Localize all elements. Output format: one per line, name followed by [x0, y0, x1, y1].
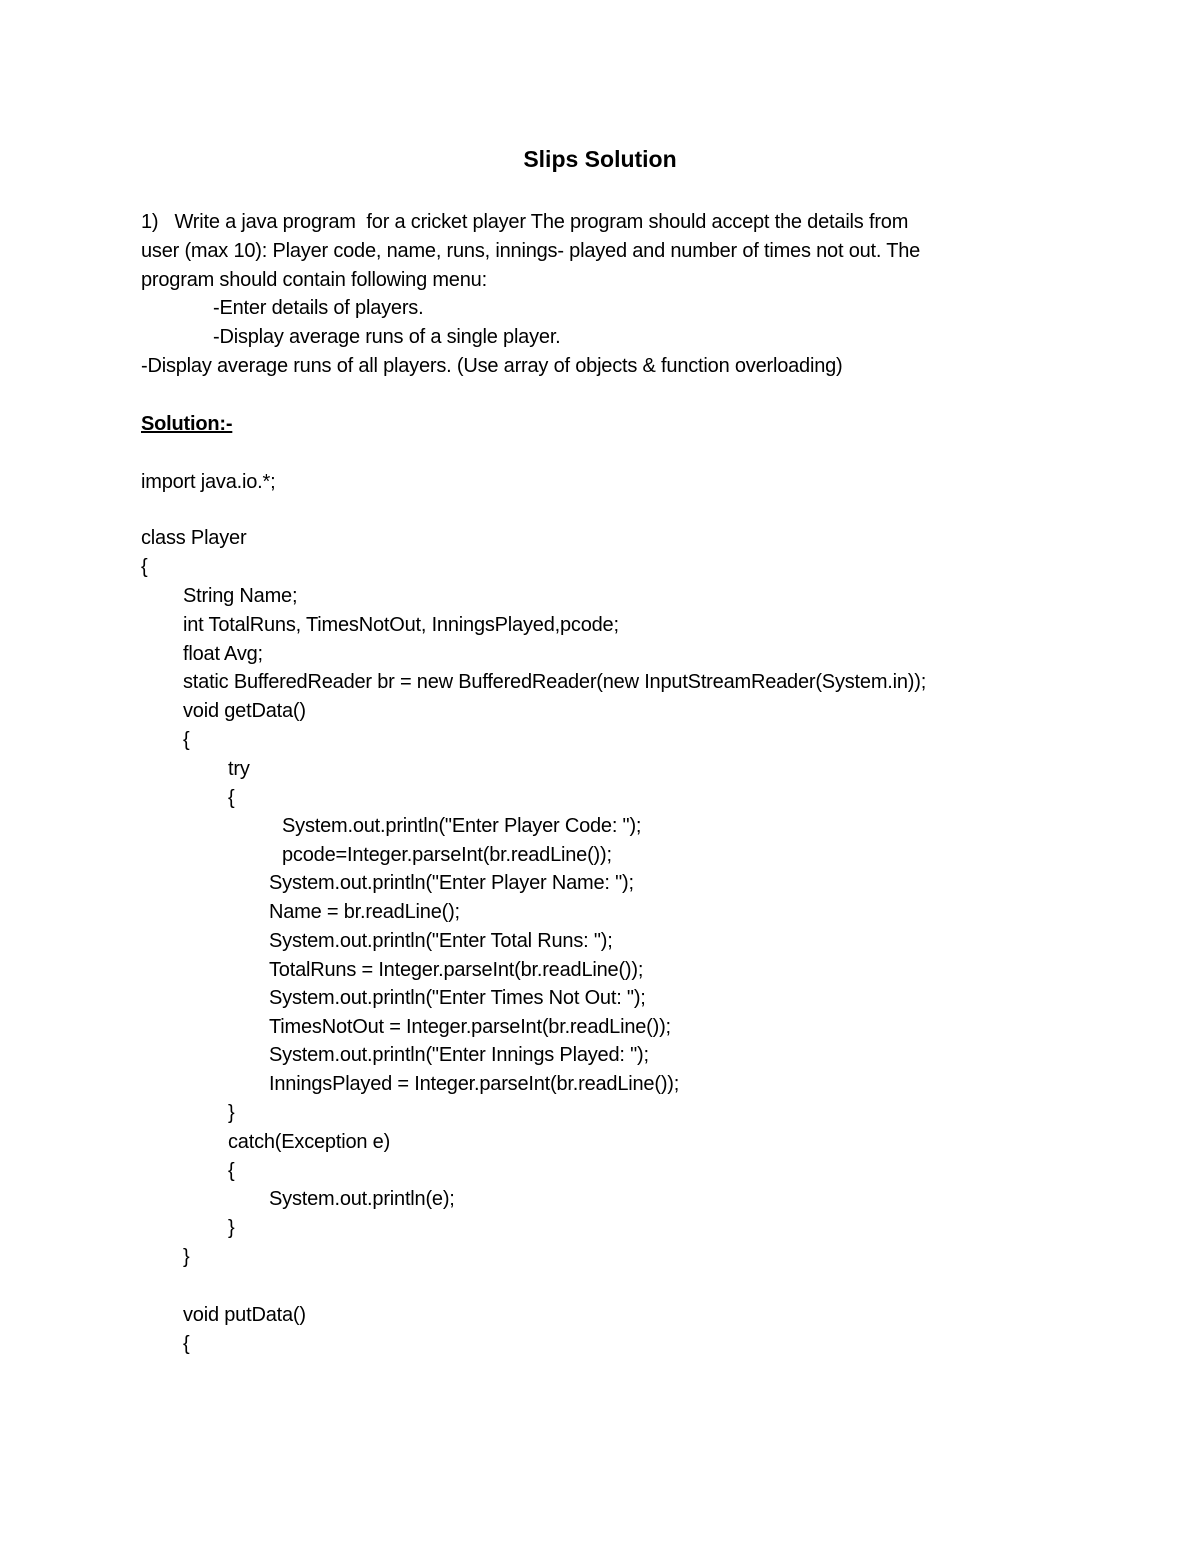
- solution-heading: Solution:-: [141, 413, 233, 435]
- code-line: System.out.println(e);: [269, 1188, 455, 1210]
- code-line: }: [183, 1246, 190, 1268]
- code-line: {: [183, 1333, 190, 1355]
- code-line: int TotalRuns, TimesNotOut, InningsPlayed,pcode;: [183, 614, 619, 636]
- code-line: TimesNotOut = Integer.parseInt(br.readLine());: [269, 1016, 671, 1038]
- menu-item-single-average: -Display average runs of a single player.: [213, 326, 561, 348]
- code-line: static BufferedReader br = new BufferedReader(new InputStreamReader(System.in));: [183, 671, 927, 693]
- question-line-2: user (max 10): Player code, name, runs, innings- played and number of times not out. The: [141, 240, 921, 262]
- code-line: System.out.println("Enter Player Name: ");: [269, 872, 634, 894]
- code-line: }: [228, 1217, 235, 1239]
- code-line: System.out.println("Enter Innings Played: ");: [269, 1044, 649, 1066]
- code-line: Name = br.readLine();: [269, 901, 460, 923]
- menu-item-enter-details: -Enter details of players.: [213, 297, 424, 319]
- code-line: {: [228, 787, 235, 809]
- page-title: Slips Solution: [523, 146, 677, 172]
- code-line: import java.io.*;: [141, 471, 276, 493]
- code-line: try: [228, 758, 250, 780]
- code-line: catch(Exception e): [228, 1131, 391, 1153]
- code-line: float Avg;: [183, 643, 263, 665]
- code-line: {: [228, 1160, 235, 1182]
- code-line: void getData(): [183, 700, 306, 722]
- code-line: System.out.println("Enter Times Not Out: ");: [269, 987, 646, 1009]
- code-line: InningsPlayed = Integer.parseInt(br.readLine());: [269, 1073, 680, 1095]
- code-line: class Player: [141, 527, 247, 549]
- question-line-3: program should contain following menu:: [141, 269, 487, 291]
- code-line: void putData(): [183, 1304, 306, 1326]
- code-line: String Name;: [183, 585, 298, 607]
- menu-item-all-average: -Display average runs of all players. (Use array of objects & function overloading): [141, 355, 843, 377]
- code-line: TotalRuns = Integer.parseInt(br.readLine());: [269, 959, 644, 981]
- code-line: {: [183, 729, 190, 751]
- code-line: pcode=Integer.parseInt(br.readLine());: [282, 844, 612, 866]
- code-line: System.out.println("Enter Total Runs: ");: [269, 930, 613, 952]
- code-line: }: [228, 1102, 235, 1124]
- question-line-1: 1) Write a java program for a cricket player The program should accept the details from: [141, 211, 909, 233]
- code-line: System.out.println("Enter Player Code: ");: [282, 815, 642, 837]
- code-line: {: [141, 556, 148, 578]
